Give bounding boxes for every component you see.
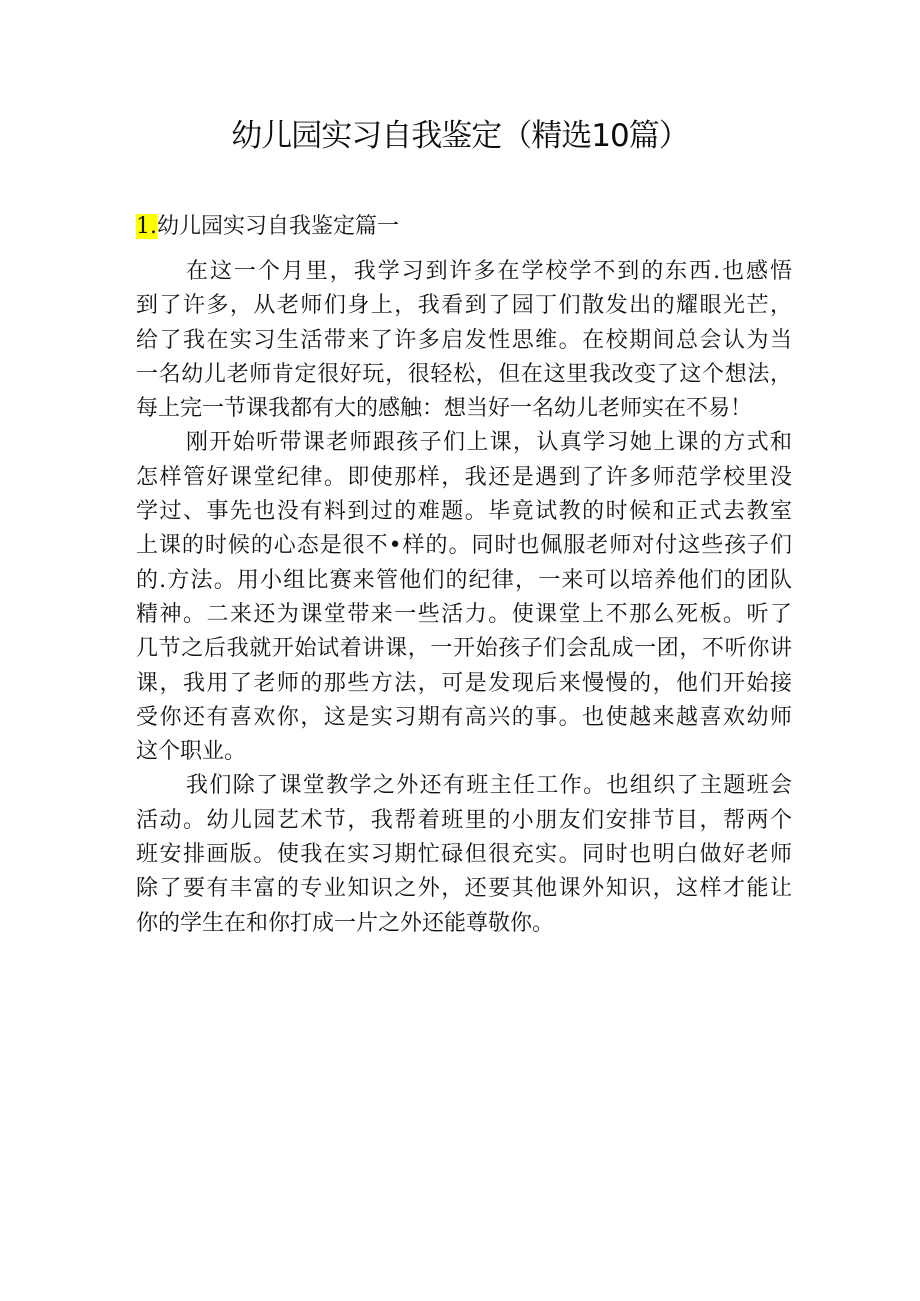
section-number-highlighted: 1. (136, 214, 157, 239)
paragraph-line: 在这一个月里，我学习到许多在学校学不到的东西.也感悟 (186, 259, 792, 284)
paragraph-line: 上课的时候的心态是很不•样的。同时也佩服老师对付这些孩子们 (136, 533, 792, 559)
paragraph-line: 的.方法。用小组比赛来管他们的纪律，一来可以培养他们的团队 (136, 567, 792, 593)
paragraph-line: 受你还有喜欢你，这是实习期有高兴的事。也使越来越喜欢幼师 (136, 704, 792, 730)
paragraph-line: 刚开始听带课老师跟孩子们上课，认真学习她上课的方式和 (186, 430, 792, 456)
paragraph-line: 除了要有丰富的专业知识之外，还要其他课外知识，这样才能让 (136, 876, 792, 902)
paragraph-line: 到了许多，从老师们身上，我看到了园丁们散发出的耀眼光芒， (136, 293, 792, 319)
paragraph-line: 你的学生在和你打成一片之外还能尊敬你。 (136, 910, 555, 936)
document-body (136, 255, 792, 941)
paragraph-line: 给了我在实习生活带来了许多启发性思维。在校期间总会认为当 (136, 327, 792, 353)
paragraph-line: 学过、事先也没有料到过的难题。毕竟试教的时候和正式去教室 (136, 499, 792, 525)
paragraph-2 (136, 426, 792, 769)
paragraph-1 (136, 255, 792, 426)
paragraph-line: 几节之后我就开始试着讲课，一开始孩子们会乱成一团，不听你讲 (136, 636, 792, 662)
paragraph-line: 课，我用了老师的那些方法，可是发现后来慢慢的，他们开始接 (136, 670, 792, 696)
paragraph-3 (136, 769, 792, 940)
paragraph-line: 我们除了课堂教学之外还有班主任工作。也组织了主题班会 (186, 773, 792, 799)
paragraph-line: 活动。幼儿园艺术节，我帮着班里的小朋友们安排节目，帮两个 (136, 807, 792, 833)
paragraph-line: 怎样管好课堂纪律。即使那样，我还是遇到了许多师范学校里没 (136, 464, 792, 490)
document-title: 幼儿园实习自我鉴定（精选10篇） (231, 118, 689, 154)
paragraph-line: 每上完一节课我都有大的感触：想当好一名幼儿老师实在不易！ (136, 396, 753, 422)
paragraph-line: 精神。二来还为课堂带来一些活力。使课堂上不那么死板。听了 (136, 601, 792, 627)
section-heading (136, 208, 399, 246)
paragraph-line: 这个职业。 (136, 739, 247, 765)
paragraph-line: 班安排画版。使我在实习期忙碌但很充实。同时也明白做好老师 (136, 842, 792, 868)
paragraph-line: 一名幼儿老师肯定很好玩，很轻松，但在这里我改变了这个想法， (136, 361, 792, 387)
section-heading-text: 幼儿园实习自我鉴定篇一 (157, 214, 400, 239)
